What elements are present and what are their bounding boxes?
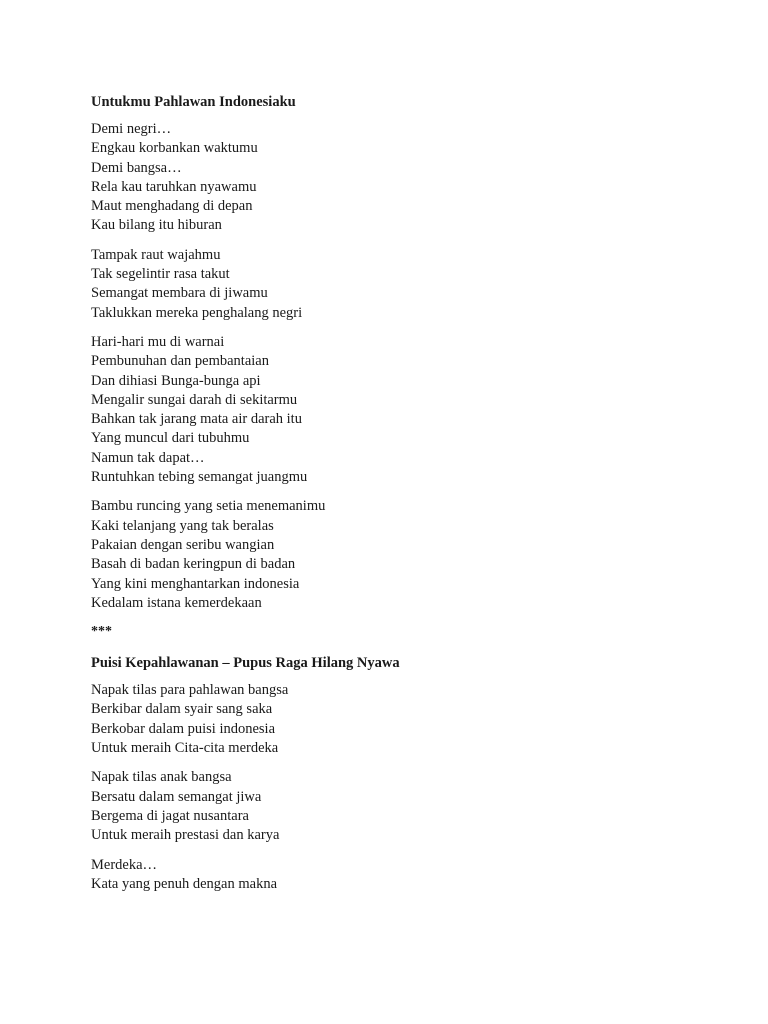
poem-line: Demi negri… [91, 121, 172, 137]
poem-line: Semangat membara di jiwamu [91, 285, 268, 302]
poem-line: Napak tilas para pahlawan bangsa [91, 682, 289, 699]
poem-line: Kata yang penuh dengan makna [91, 875, 278, 892]
poem-line: Dan dihiasi Bunga-bunga api [91, 372, 261, 389]
poem-line: Berkobar dalam puisi indonesia [91, 720, 276, 737]
stanza [91, 768, 711, 845]
poem-line: Basah di badan keringpun di badan [91, 556, 296, 573]
poem2-body [91, 681, 711, 894]
poem-line: Kedalam istana kemerdekaan [91, 594, 262, 611]
poem-line: Kau bilang itu hiburan [91, 217, 222, 234]
poem-line: Kaki telanjang yang tak beralas [91, 517, 274, 534]
stanza [91, 246, 711, 323]
poem1-title: Untukmu Pahlawan Indonesiaku [91, 94, 296, 110]
section-separator: *** [91, 624, 112, 640]
poem-line: Namun tak dapat… [91, 449, 205, 466]
poem-line: Pakaian dengan seribu wangian [91, 536, 275, 553]
poem-line: Runtuhkan tebing semangat juangmu [91, 469, 308, 486]
stanza [91, 333, 711, 487]
poem-line: Pembunuhan dan pembantaian [91, 353, 269, 370]
poem-line: Tak segelintir rasa takut [91, 266, 230, 283]
poem-line: Engkau korbankan waktumu [91, 140, 258, 157]
poem-line: Tampak raut wajahmu [91, 246, 221, 263]
poem-line: Untuk meraih prestasi dan karya [91, 827, 280, 844]
poem-line: Hari-hari mu di warnai [91, 333, 225, 350]
poem-line: Yang muncul dari tubuhmu [91, 430, 250, 447]
poem-line: Bahkan tak jarang mata air darah itu [91, 411, 302, 428]
stanza [91, 120, 711, 236]
poem-line: Untuk meraih Cita-cita merdeka [91, 740, 279, 757]
poem-line: Demi bangsa… [91, 159, 182, 176]
poem-line: Rela kau taruhkan nyawamu [91, 178, 257, 195]
poem-line: Taklukkan mereka penghalang negri [91, 304, 303, 321]
stanza [91, 681, 711, 758]
poem-line: Berkibar dalam syair sang saka [91, 701, 273, 718]
poem2-title: Puisi Kepahlawanan – Pupus Raga Hilang Nyawa [91, 655, 400, 672]
poem-line: Merdeka… [91, 856, 158, 873]
poem-line: Yang kini menghantarkan indonesia [91, 575, 300, 592]
poem-line: Bambu runcing yang setia menemanimu [91, 498, 326, 515]
poem-line: Napak tilas anak bangsa [91, 769, 232, 786]
stanza [91, 856, 711, 895]
poem-line: Maut menghadang di depan [91, 198, 253, 215]
poem1-body [91, 120, 711, 613]
stanza [91, 497, 711, 613]
poem-line: Mengalir sungai darah di sekitarmu [91, 391, 298, 408]
poem-line: Bergema di jagat nusantara [91, 807, 249, 824]
poem-line: Bersatu dalam semangat jiwa [91, 788, 262, 805]
document-page [91, 92, 711, 904]
